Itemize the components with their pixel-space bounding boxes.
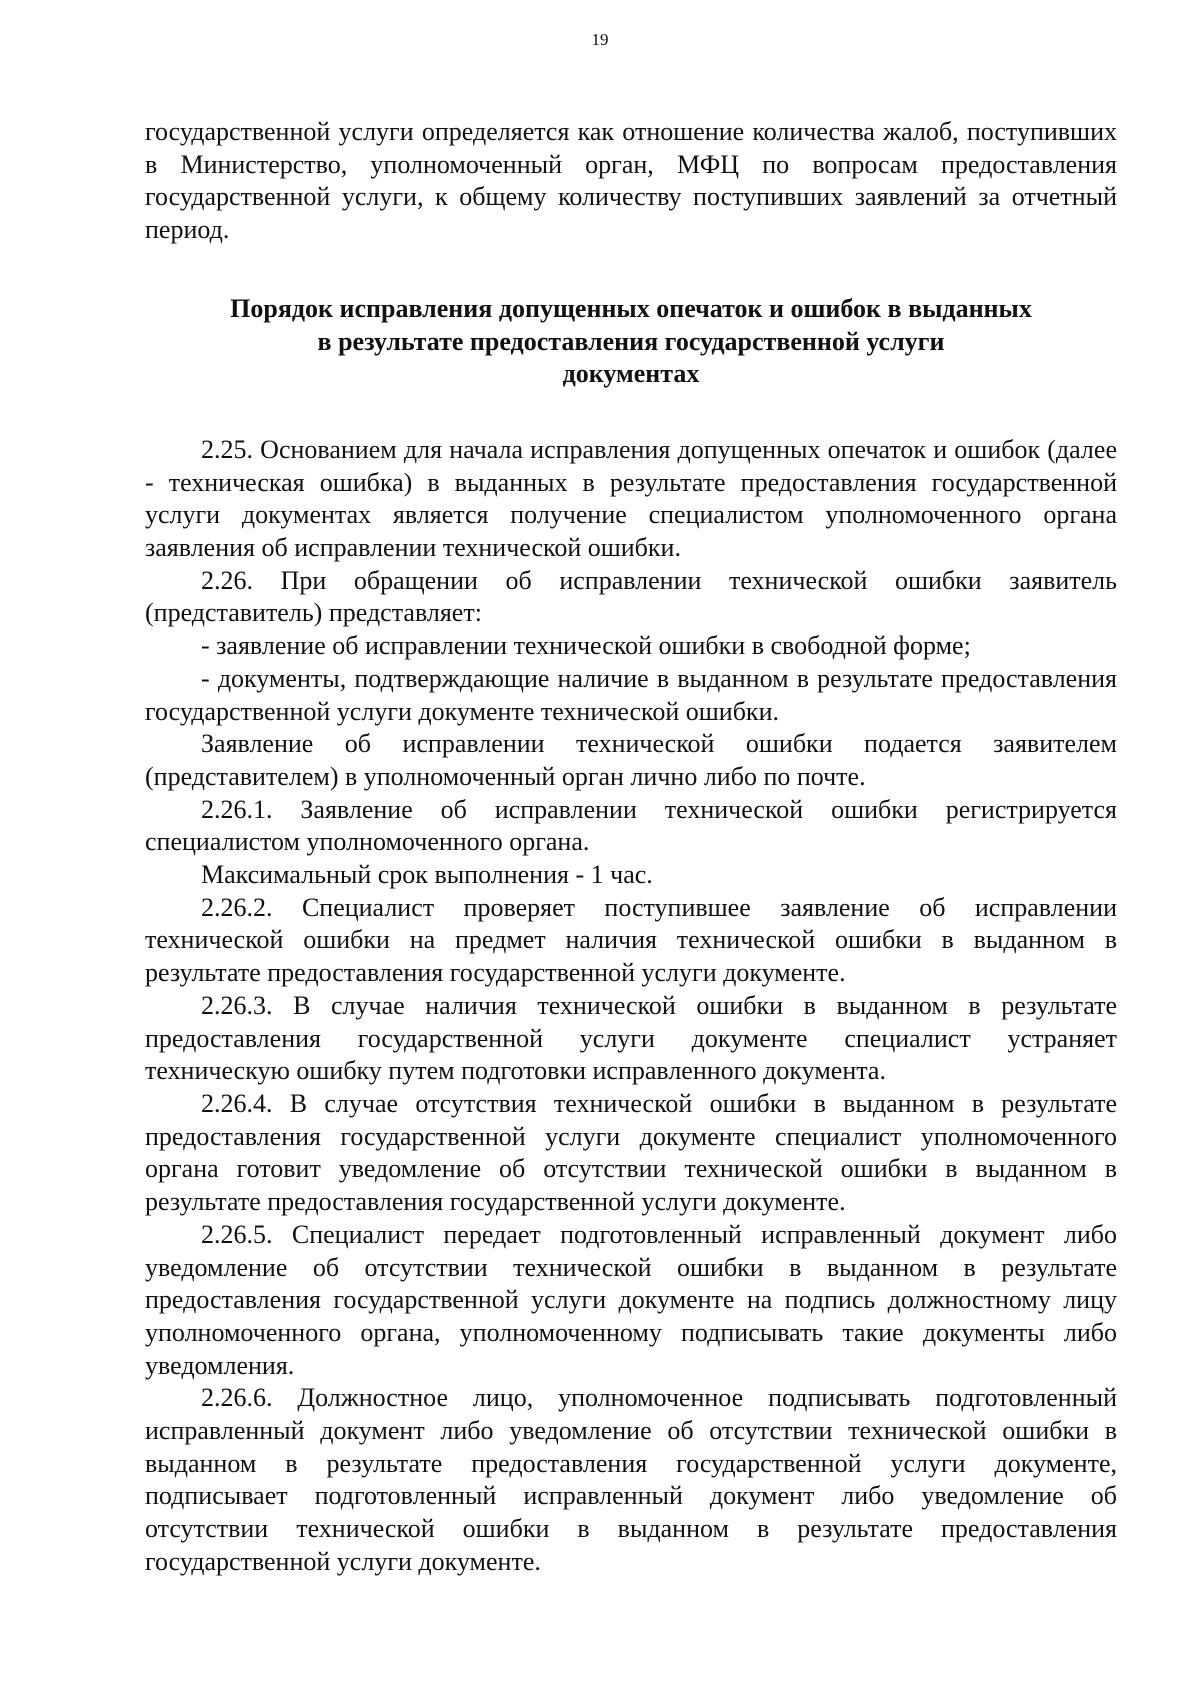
page-number: 19 (591, 30, 609, 49)
section-heading-line-2: в результате предоставления государственной услуги (317, 326, 945, 356)
paragraph-2-26-3: 2.26.3. В случае наличия технической ошибки в выданном в результате предоставления государственной услуги документе специалист устраняет техническую ошибку путем подготовки исправленного документа. (145, 990, 1117, 1086)
section-heading-line-1: Порядок исправления допущенных опечаток и ошибок в выданных (230, 293, 1032, 323)
paragraph-2-26-5: 2.26.5. Специалист передает подготовленный исправленный документ либо уведомление об отсутствии технической ошибки в выданном в результате предоставления государственной услуги документе на подпись должностному лицу уполномоченного органа, уполномоченному подписывать такие документы либо уведомления. (145, 1219, 1117, 1380)
paragraph-2-26-4: 2.26.4. В случае отсутствия технической ошибки в выданном в результате предоставления государственной услуги документе специалист уполномоченного органа готовит уведомление об отсутствии технической ошибки в выданном в результате предоставления государственной услуги документе. (145, 1088, 1117, 1217)
list-item-documents: - документы, подтверждающие наличие в выданном в результате предоставления государственной услуги документе технической ошибки. (145, 663, 1117, 726)
section-heading (145, 293, 1117, 391)
paragraph-2-25: 2.25. Основанием для начала исправления допущенных опечаток и ошибок (далее - техническая ошибка) в выданных в результате предоставления государственной услуги документах является получение специалистом уполномоченного органа заявления об исправлении технической ошибки. (145, 434, 1117, 563)
paragraph-max-term: Максимальный срок выполнения - 1 час. (201, 860, 653, 890)
paragraph-2-26-1: 2.26.1. Заявление об исправлении технической ошибки регистрируется специалистом уполномоченного органа. (145, 794, 1117, 857)
intro-paragraph: государственной услуги определяется как отношение количества жалоб, поступивших в Министерство, уполномоченный орган, МФЦ по вопросам предоставления государственной услуги, к общему количеству поступивших заявлений за отчетный период. (145, 117, 1117, 245)
document-body (145, 116, 1117, 1579)
paragraph-2-26-2: 2.26.2. Специалист проверяет поступившее заявление об исправлении технической ошибки на предмет наличия технической ошибки в выданном в результате предоставления государственной услуги документе. (145, 892, 1117, 988)
section-heading-line-3: документах (562, 359, 700, 389)
paragraph-submission: Заявление об исправлении технической ошибки подается заявителем (представителем) в уполномоченный орган лично либо по почте. (145, 729, 1117, 791)
paragraph-2-26-6: 2.26.6. Должностное лицо, уполномоченное подписывать подготовленный исправленный документ либо уведомление об отсутствии технической ошибки в выданном в результате предоставления государственной услуги документе, подписывает подготовленный исправленный документ либо уведомление об отсутствии технической ошибки в выданном в результате предоставления государственной услуги документе. (145, 1383, 1117, 1576)
list-item-application: - заявление об исправлении технической ошибки в свободной форме; (201, 631, 971, 661)
paragraph-2-26: 2.26. При обращении об исправлении технической ошибки заявитель (представитель) представляет: (145, 565, 1117, 628)
